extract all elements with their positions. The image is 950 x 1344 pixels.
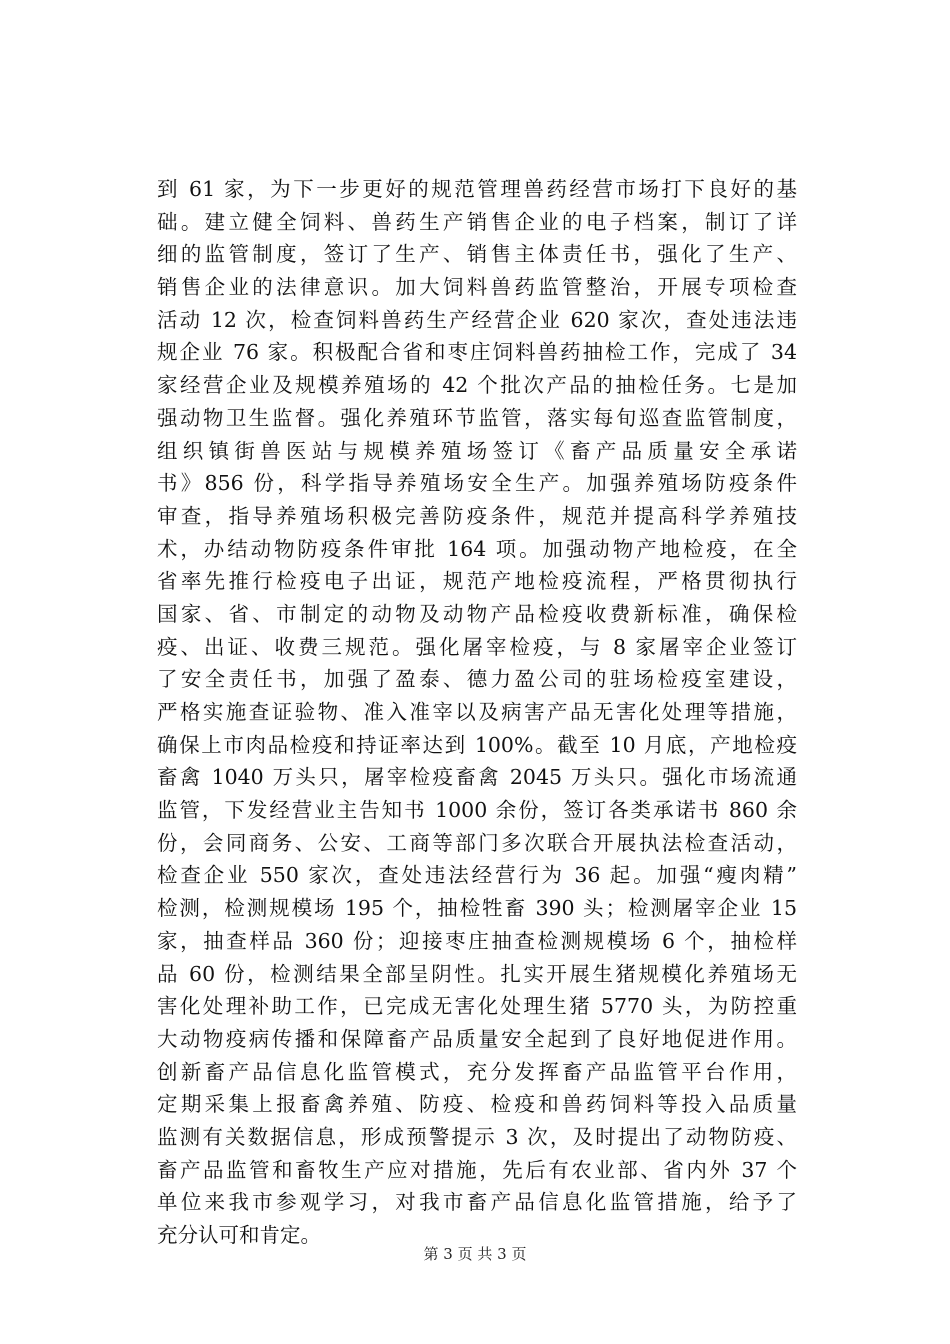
text-line: 害化处理补助工作，已完成无害化处理生猪 5770 头，为防控重	[157, 994, 797, 1019]
text-line: 规企业 76 家。积极配合省和枣庄饲料兽药抽检工作，完成了 34	[157, 340, 797, 365]
text-line: 疫、出证、收费三规范。强化屠宰检疫，与 8 家屠宰企业签订	[157, 634, 797, 659]
text-line: 审查，指导养殖场积极完善防疫条件，规范并提高科学养殖技	[157, 503, 797, 528]
text-line: 畜产品监管和畜牧生产应对措施，先后有农业部、省内外 37 个	[157, 1157, 797, 1182]
text-line: 了安全责任书，加强了盈泰、德力盈公司的驻场检疫室建设，	[157, 667, 797, 692]
text-line: 检查企业 550 家次，查处违法经营行为 36 起。加强“瘦肉精”	[157, 863, 797, 888]
text-line: 监管，下发经营业主告知书 1000 余份，签订各类承诺书 860 余	[157, 798, 797, 823]
text-line: 创新畜产品信息化监管模式，充分发挥畜产品监管平台作用，	[157, 1059, 797, 1084]
text-line: 品 60 份，检测结果全部呈阴性。扎实开展生猪规模化养殖场无	[157, 961, 797, 986]
body-paragraph	[157, 173, 797, 1252]
text-line: 畜禽 1040 万头只，屠宰检疫畜禽 2045 万头只。强化市场流通	[157, 765, 797, 790]
text-line: 监测有关数据信息，形成预警提示 3 次，及时提出了动物防疫、	[157, 1124, 797, 1149]
text-line: 大动物疫病传播和保障畜产品质量安全起到了良好地促进作用。	[157, 1026, 797, 1051]
text-line: 国家、省、市制定的动物及动物产品检疫收费新标准，确保检	[157, 601, 797, 626]
text-line: 确保上市肉品检疫和持证率达到 100%。截至 10 月底，产地检疫	[157, 732, 797, 757]
text-line: 份，会同商务、公安、工商等部门多次联合开展执法检查活动，	[157, 830, 797, 855]
text-line: 到 61 家，为下一步更好的规范管理兽药经营市场打下良好的基	[157, 177, 797, 201]
text-line: 术，办结动物防疫条件审批 164 项。加强动物产地检疫，在全	[157, 536, 797, 561]
text-line: 书》856 份，科学指导养殖场安全生产。加强养殖场防疫条件	[157, 471, 797, 496]
text-line: 检测，检测规模场 195 个，抽检牲畜 390 头；检测屠宰企业 15	[157, 896, 797, 921]
text-line: 充分认可和肯定。	[157, 1223, 321, 1247]
text-line: 家，抽查样品 360 份；迎接枣庄抽查检测规模场 6 个，抽检样	[157, 928, 797, 953]
text-line: 础。建立健全饲料、兽药生产销售企业的电子档案，制订了详	[157, 209, 797, 234]
text-line: 组织镇街兽医站与规模养殖场签订《畜产品质量安全承诺	[157, 438, 797, 463]
text-line: 家经营企业及规模养殖场的 42 个批次产品的抽检任务。七是加	[157, 373, 797, 398]
text-line: 销售企业的法律意识。加大饲料兽药监管整治，开展专项检查	[157, 275, 797, 300]
text-line: 细的监管制度，签订了生产、销售主体责任书，强化了生产、	[157, 242, 797, 267]
text-line: 严格实施查证验物、准入准宰以及病害产品无害化处理等措施，	[157, 700, 797, 724]
text-line: 活动 12 次，检查饲料兽药生产经营企业 620 家次，查处违法违	[157, 307, 797, 332]
text-line: 单位来我市参观学习，对我市畜产品信息化监管措施，给予了	[157, 1190, 797, 1215]
page-footer: 第 3 页 共 3 页	[423, 1245, 527, 1263]
text-line: 省率先推行检疫电子出证，规范产地检疫流程，严格贯彻执行	[157, 569, 797, 594]
text-line: 强动物卫生监督。强化养殖环节监管，落实每旬巡查监管制度，	[157, 405, 797, 430]
text-line: 定期采集上报畜禽养殖、防疫、检疫和兽药饲料等投入品质量	[157, 1092, 797, 1117]
